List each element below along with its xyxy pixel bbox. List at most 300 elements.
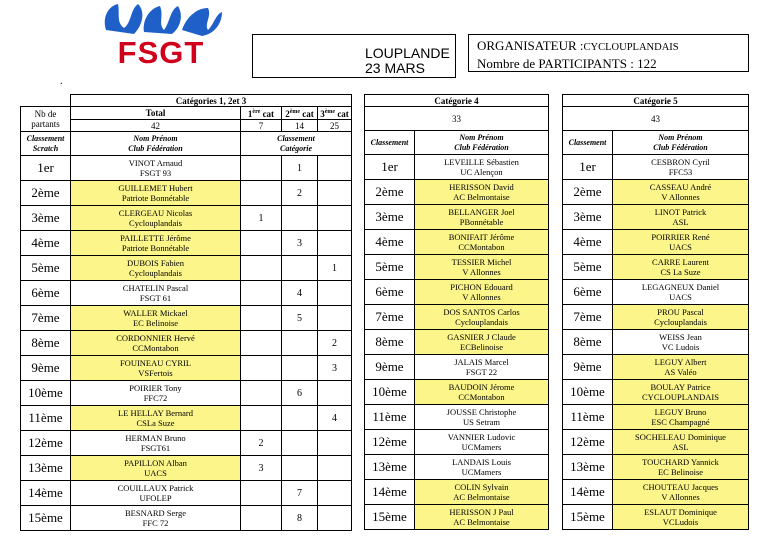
competitor-cell xyxy=(613,480,749,505)
cat2-rank-cell: 2 xyxy=(282,181,318,206)
cat3-rank-cell xyxy=(318,456,352,481)
competitor-club: UCMamers xyxy=(461,442,502,452)
rank-cell: 14ème xyxy=(21,481,71,506)
competitor-name: LEGUY Bruno xyxy=(654,407,707,417)
competitor-name: VINOT Arnaud xyxy=(128,158,183,168)
total-label: Total xyxy=(71,107,241,120)
table-row xyxy=(21,231,352,256)
table-categories-1-2-3 xyxy=(20,94,352,531)
competitor-cell xyxy=(613,430,749,455)
competitor-cell xyxy=(613,155,749,180)
rank-cell: 3ème xyxy=(365,205,415,230)
fsgt-logo xyxy=(98,0,224,74)
rank-cell: 10ème xyxy=(365,380,415,405)
competitor-club: Cyclouplandais xyxy=(129,218,182,228)
event-date: 23 MARS xyxy=(365,60,425,76)
competitor-cell xyxy=(415,380,549,405)
competitor-club: FFC53 xyxy=(668,167,693,177)
cat1-rank-cell xyxy=(241,156,282,181)
competitor-name: JALAIS Marcel xyxy=(454,357,509,367)
cat1-rank-cell xyxy=(241,406,282,431)
competitor-name: CHATELIN Pascal xyxy=(122,283,189,293)
col-cat-label xyxy=(241,132,352,156)
competitor-club: V Allonnes xyxy=(661,192,700,202)
competitor-name: VANNIER Ludovic xyxy=(447,432,516,442)
cat3-rank-cell xyxy=(318,206,352,231)
competitor-cell xyxy=(415,230,549,255)
competitor-cell xyxy=(415,305,549,330)
cat2-rank-cell xyxy=(282,356,318,381)
competitor-club: VSFertois xyxy=(138,368,173,378)
competitor-cell xyxy=(613,180,749,205)
competitor-name: POIRRIER René xyxy=(651,232,710,242)
cat3-num: 3 xyxy=(320,109,325,119)
logo-wordmark: FSGT xyxy=(117,35,205,70)
competitor-cell xyxy=(613,205,749,230)
competitor-name: COUILLAUX Patrick xyxy=(117,483,194,493)
cat2-rank-cell: 3 xyxy=(282,231,318,256)
competitor-club: FFC72 xyxy=(143,393,168,403)
competitor-name: PROU Pascal xyxy=(657,307,704,317)
competitor-name: LE HELLAY Bernard xyxy=(118,408,193,418)
table-row xyxy=(563,505,749,530)
cat1-rank-cell xyxy=(241,306,282,331)
cat3-header xyxy=(318,107,352,120)
competitor-club: CSLa Suze xyxy=(136,418,175,428)
competitor-name: PAPILLON Alban xyxy=(124,458,187,468)
competitor-cell xyxy=(415,480,549,505)
table-row xyxy=(21,331,352,356)
competitor-club: CCMontabon xyxy=(132,343,179,353)
cat1-rank-cell xyxy=(241,231,282,256)
table-row xyxy=(365,305,549,330)
cat1-rank-cell xyxy=(241,381,282,406)
competitor-name: LEGUY Albert xyxy=(654,357,707,367)
table-row xyxy=(563,405,749,430)
rank-cell: 5ème xyxy=(21,256,71,281)
competitor-cell xyxy=(71,506,241,531)
competitor-club: Cyclouplandais xyxy=(455,317,508,327)
competitor-name: HERISSON J Paul xyxy=(449,507,514,517)
competitor-club: UFOLEP xyxy=(139,493,172,503)
competitor-cell xyxy=(415,155,549,180)
competitor-cell xyxy=(71,456,241,481)
cat3-rank-cell xyxy=(318,506,352,531)
table-row xyxy=(563,380,749,405)
col-rank-line2: Scratch xyxy=(32,143,59,153)
col-cat-line2: Catégorie xyxy=(280,143,313,153)
rank-cell: 15ème xyxy=(21,506,71,531)
competitor-club: V Allonnes xyxy=(462,292,501,302)
table3-title: Catégorie 5 xyxy=(563,95,749,107)
table-row xyxy=(365,430,549,455)
table-row xyxy=(365,205,549,230)
rank-cell: 8ème xyxy=(21,331,71,356)
rank-cell: 6ème xyxy=(563,280,613,305)
rank-cell: 10ème xyxy=(563,380,613,405)
competitor-cell xyxy=(71,306,241,331)
table-row xyxy=(365,355,549,380)
cat2-rank-cell xyxy=(282,256,318,281)
rank-cell: 2ème xyxy=(563,180,613,205)
competitor-club: ASL xyxy=(672,442,689,452)
cat2-num: 2 xyxy=(285,109,290,119)
table-row xyxy=(563,355,749,380)
cat1-rank-cell xyxy=(241,256,282,281)
event-name: LOUPLANDE xyxy=(365,45,450,61)
competitor-club: CYCLOUPLANDAIS xyxy=(642,392,719,402)
rank-cell: 10ème xyxy=(21,381,71,406)
cat3-rank-cell xyxy=(318,231,352,256)
cat1-rank-cell xyxy=(241,481,282,506)
competitor-name: WALLER Mickael xyxy=(123,308,188,318)
competitor-cell xyxy=(415,430,549,455)
rank-cell: 14ème xyxy=(365,480,415,505)
competitor-club: CCMontabon xyxy=(458,392,505,402)
competitor-name: BELLANGER Joel xyxy=(448,207,515,217)
cat3-rank-cell xyxy=(318,181,352,206)
table2-count: 33 xyxy=(365,107,549,131)
competitor-club: ECBelinoise xyxy=(460,342,503,352)
col-name-line2: Club Fédération xyxy=(653,142,708,152)
col-name-label xyxy=(415,131,549,155)
table-row xyxy=(21,206,352,231)
rank-cell: 6ème xyxy=(365,280,415,305)
table-row xyxy=(563,255,749,280)
competitor-club: UACS xyxy=(669,292,692,302)
rank-cell: 1er xyxy=(365,155,415,180)
competitor-cell xyxy=(613,255,749,280)
participants-label: Nombre de PARTICIPANTS : xyxy=(477,56,634,71)
competitor-club: VC Ludois xyxy=(661,342,700,352)
table-row xyxy=(563,205,749,230)
competitor-name: SOCHELEAU Dominique xyxy=(635,432,726,442)
table-row xyxy=(365,505,549,530)
competitor-cell xyxy=(613,280,749,305)
col-name-line1: Nom Prénom xyxy=(658,132,703,142)
competitor-club: AC Belmontaise xyxy=(453,192,510,202)
competitor-name: POIRIER Tony xyxy=(129,383,182,393)
competitor-club: ASL xyxy=(672,217,689,227)
event-box xyxy=(252,34,456,78)
participants-count: 122 xyxy=(637,56,657,71)
competitor-club: FSGT 93 xyxy=(139,168,172,178)
table1-title: Catégories 1, 2et 3 xyxy=(71,95,352,107)
competitor-name: LINOT Patrick xyxy=(654,207,707,217)
table-row xyxy=(21,281,352,306)
col-rank-label: Classement xyxy=(563,131,613,155)
rank-cell: 2ème xyxy=(21,181,71,206)
competitor-club: EC Belinoise xyxy=(657,467,704,477)
table-categorie-5 xyxy=(562,94,749,530)
rank-cell: 5ème xyxy=(365,255,415,280)
competitor-club: Patriote Bonnétable xyxy=(121,193,190,203)
table-row xyxy=(365,155,549,180)
competitor-cell xyxy=(71,281,241,306)
rank-cell: 12ème xyxy=(563,430,613,455)
total-count: 42 xyxy=(71,120,241,132)
cat1-rank-cell xyxy=(241,356,282,381)
organizer-label: ORGANISATEUR : xyxy=(477,38,584,53)
cat1-rank-cell: 1 xyxy=(241,206,282,231)
table-row xyxy=(21,481,352,506)
competitor-cell xyxy=(71,156,241,181)
rank-cell: 11ème xyxy=(365,405,415,430)
cat1-rank-cell xyxy=(241,181,282,206)
competitor-club: FFC 72 xyxy=(142,518,169,528)
competitor-cell xyxy=(613,305,749,330)
competitor-cell xyxy=(415,505,549,530)
competitor-name: HERMAN Bruno xyxy=(125,433,186,443)
competitor-cell xyxy=(613,505,749,530)
competitor-cell xyxy=(613,330,749,355)
table-row xyxy=(21,431,352,456)
cat2-rank-cell xyxy=(282,206,318,231)
competitor-name: DUBOIS Fabien xyxy=(127,258,184,268)
organizer-line xyxy=(477,38,748,56)
cat3-rank-cell xyxy=(318,306,352,331)
table-row xyxy=(563,455,749,480)
competitor-cell xyxy=(415,255,549,280)
table2-title: Catégorie 4 xyxy=(365,95,549,107)
cat1-sup: ère xyxy=(252,109,261,115)
competitor-name: HERISSON David xyxy=(449,182,514,192)
competitor-name: BESNARD Serge xyxy=(125,508,186,518)
competitor-club: UC Alençon xyxy=(460,167,503,177)
cat3-sup: ème xyxy=(324,109,336,115)
table-row xyxy=(365,330,549,355)
competitor-name: LEVEILLE Sébastien xyxy=(444,157,519,167)
stray-dot: . xyxy=(60,76,63,87)
table3-count: 43 xyxy=(563,107,749,131)
competitor-name: JOUSSE Christophe xyxy=(446,407,517,417)
competitor-cell xyxy=(613,230,749,255)
cat1-num: 1 xyxy=(247,109,253,119)
competitor-cell xyxy=(71,256,241,281)
table-row xyxy=(563,230,749,255)
table-row xyxy=(365,405,549,430)
rank-cell: 9ème xyxy=(365,355,415,380)
cat1-word: cat xyxy=(260,109,275,119)
competitor-club: FSGT 61 xyxy=(139,293,172,303)
competitor-club: EC Belinoise xyxy=(132,318,179,328)
rank-cell: 11ème xyxy=(563,405,613,430)
table-row xyxy=(21,456,352,481)
cat3-rank-cell: 2 xyxy=(318,331,352,356)
competitor-club: UACS xyxy=(144,468,167,478)
col-name-label xyxy=(71,132,241,156)
cat1-rank-cell: 3 xyxy=(241,456,282,481)
competitor-cell xyxy=(71,356,241,381)
competitor-cell xyxy=(415,330,549,355)
competitor-cell xyxy=(613,405,749,430)
rank-cell: 7ème xyxy=(563,305,613,330)
cat1-rank-cell xyxy=(241,331,282,356)
table-row xyxy=(21,406,352,431)
competitor-name: WEISS Jean xyxy=(659,332,702,342)
col-rank-label: Classement xyxy=(365,131,415,155)
competitor-name: PAILLETTE Jérôme xyxy=(120,233,191,243)
table-row xyxy=(563,180,749,205)
table-row xyxy=(365,255,549,280)
rank-cell: 7ème xyxy=(21,306,71,331)
cat3-word: cat xyxy=(335,109,349,119)
competitor-cell xyxy=(415,405,549,430)
logo-figures-icon xyxy=(98,0,224,40)
table-row xyxy=(21,381,352,406)
competitor-club: AC Belmontaise xyxy=(453,517,510,527)
col-rank-label xyxy=(21,132,71,156)
cat2-header xyxy=(282,107,318,120)
competitor-cell xyxy=(71,206,241,231)
competitor-club: ESC Champagné xyxy=(651,417,710,427)
competitor-club: FSGT 22 xyxy=(465,367,498,377)
competitor-name: BOULAY Patrice xyxy=(650,382,711,392)
table-row xyxy=(365,180,549,205)
competitor-name: TESSIER Michel xyxy=(451,257,512,267)
cat3-rank-cell xyxy=(318,431,352,456)
competitor-club: VCLudois xyxy=(662,517,699,527)
competitor-name: LEGAGNEUX Daniel xyxy=(641,282,720,292)
table-row xyxy=(21,156,352,181)
competitor-cell xyxy=(415,280,549,305)
cat2-rank-cell: 1 xyxy=(282,156,318,181)
rank-cell: 4ème xyxy=(21,231,71,256)
table-row xyxy=(563,480,749,505)
cat2-word: cat xyxy=(300,109,314,119)
cat3-rank-cell: 3 xyxy=(318,356,352,381)
cat2-rank-cell xyxy=(282,406,318,431)
competitor-cell xyxy=(415,205,549,230)
rank-cell: 5ème xyxy=(563,255,613,280)
table-row xyxy=(563,155,749,180)
competitor-club: US Setram xyxy=(462,417,501,427)
organizer-value: CYCLOUPLANDAIS xyxy=(583,42,679,53)
rank-cell: 8ème xyxy=(365,330,415,355)
cat3-rank-cell: 4 xyxy=(318,406,352,431)
cat3-rank-cell xyxy=(318,156,352,181)
nb-label-line1: Nb de xyxy=(34,109,57,119)
rank-cell: 1er xyxy=(563,155,613,180)
rank-cell: 9ème xyxy=(21,356,71,381)
competitor-name: BAUDOIN Jérome xyxy=(448,382,515,392)
competitor-name: ESLAUT Dominique xyxy=(644,507,717,517)
competitor-name: TOUCHARD Yannick xyxy=(642,457,719,467)
rank-cell: 1er xyxy=(21,156,71,181)
competitor-club: AC Belmontaise xyxy=(453,492,510,502)
rank-cell: 13ème xyxy=(21,456,71,481)
competitor-club: Patriote Bonnétable xyxy=(121,243,190,253)
competitor-name: BONIFAIT Jérôme xyxy=(448,232,515,242)
competitor-name: LANDAIS Louis xyxy=(452,457,511,467)
competitor-name: CESBRON Cyril xyxy=(651,157,710,167)
cat3-rank-cell xyxy=(318,281,352,306)
competitor-name: GUILLEMET Hubert xyxy=(118,183,193,193)
competitor-cell xyxy=(71,381,241,406)
cat3-count: 25 xyxy=(318,120,352,132)
cat1-rank-cell xyxy=(241,506,282,531)
cat2-rank-cell: 5 xyxy=(282,306,318,331)
rank-cell: 8ème xyxy=(563,330,613,355)
competitor-club: Cyclouplandais xyxy=(654,317,707,327)
rank-cell: 3ème xyxy=(563,205,613,230)
competitor-club: FSGT61 xyxy=(140,443,171,453)
competitor-cell xyxy=(71,431,241,456)
rank-cell: 15ème xyxy=(563,505,613,530)
cat2-rank-cell: 6 xyxy=(282,381,318,406)
nb-partants-label xyxy=(21,107,71,132)
competitor-cell xyxy=(71,181,241,206)
rank-cell: 14ème xyxy=(563,480,613,505)
table-row xyxy=(21,356,352,381)
competitor-name: CHOUTEAU Jacques xyxy=(642,482,719,492)
col-name-line1: Nom Prénom xyxy=(459,132,504,142)
competitor-club: V Allonnes xyxy=(462,267,501,277)
competitor-cell xyxy=(71,406,241,431)
cat3-rank-cell xyxy=(318,381,352,406)
competitor-cell xyxy=(415,180,549,205)
cat1-rank-cell: 2 xyxy=(241,431,282,456)
col-name-line1: Nom Prénom xyxy=(133,133,178,143)
competitor-cell xyxy=(613,455,749,480)
rank-cell: 15ème xyxy=(365,505,415,530)
competitor-club: CS La Suze xyxy=(660,267,701,277)
competitor-club: PBonnétable xyxy=(459,217,504,227)
table-row xyxy=(365,380,549,405)
rank-cell: 7ème xyxy=(365,305,415,330)
table-row xyxy=(21,306,352,331)
organizer-box xyxy=(468,34,749,72)
cat2-sup: ème xyxy=(289,109,301,115)
competitor-club: UACS xyxy=(669,242,692,252)
table-row xyxy=(365,230,549,255)
competitor-club: AS Valéo xyxy=(664,367,697,377)
competitor-cell xyxy=(415,355,549,380)
table-row xyxy=(365,280,549,305)
col-name-line2: Club Fédération xyxy=(454,142,509,152)
table-row xyxy=(21,181,352,206)
table-row xyxy=(21,256,352,281)
cat2-rank-cell xyxy=(282,331,318,356)
cat1-header xyxy=(241,107,282,120)
nb-label-line2: partants xyxy=(31,119,60,129)
cat2-rank-cell: 8 xyxy=(282,506,318,531)
cat2-rank-cell: 7 xyxy=(282,481,318,506)
competitor-name: CLERGEAU Nicolas xyxy=(118,208,193,218)
competitor-club: Cyclouplandais xyxy=(129,268,182,278)
table-row xyxy=(365,480,549,505)
rank-cell: 12ème xyxy=(365,430,415,455)
rank-cell: 9ème xyxy=(563,355,613,380)
competitor-name: FOUINEAU CYRIL xyxy=(119,358,192,368)
competitor-name: CASSEAU André xyxy=(649,182,712,192)
table-row xyxy=(563,305,749,330)
rank-cell: 4ème xyxy=(365,230,415,255)
cat2-rank-cell: 4 xyxy=(282,281,318,306)
competitor-name: CARRE Laurent xyxy=(652,257,709,267)
rank-cell: 12ème xyxy=(21,431,71,456)
cat3-rank-cell: 1 xyxy=(318,256,352,281)
competitor-name: GASNIER J Claude xyxy=(447,332,516,342)
rank-cell: 11ème xyxy=(21,406,71,431)
rank-cell: 13ème xyxy=(365,455,415,480)
rank-cell: 2ème xyxy=(365,180,415,205)
col-name-label xyxy=(613,131,749,155)
cat2-count: 14 xyxy=(282,120,318,132)
competitor-cell xyxy=(71,481,241,506)
cat2-rank-cell xyxy=(282,431,318,456)
cat1-rank-cell xyxy=(241,281,282,306)
